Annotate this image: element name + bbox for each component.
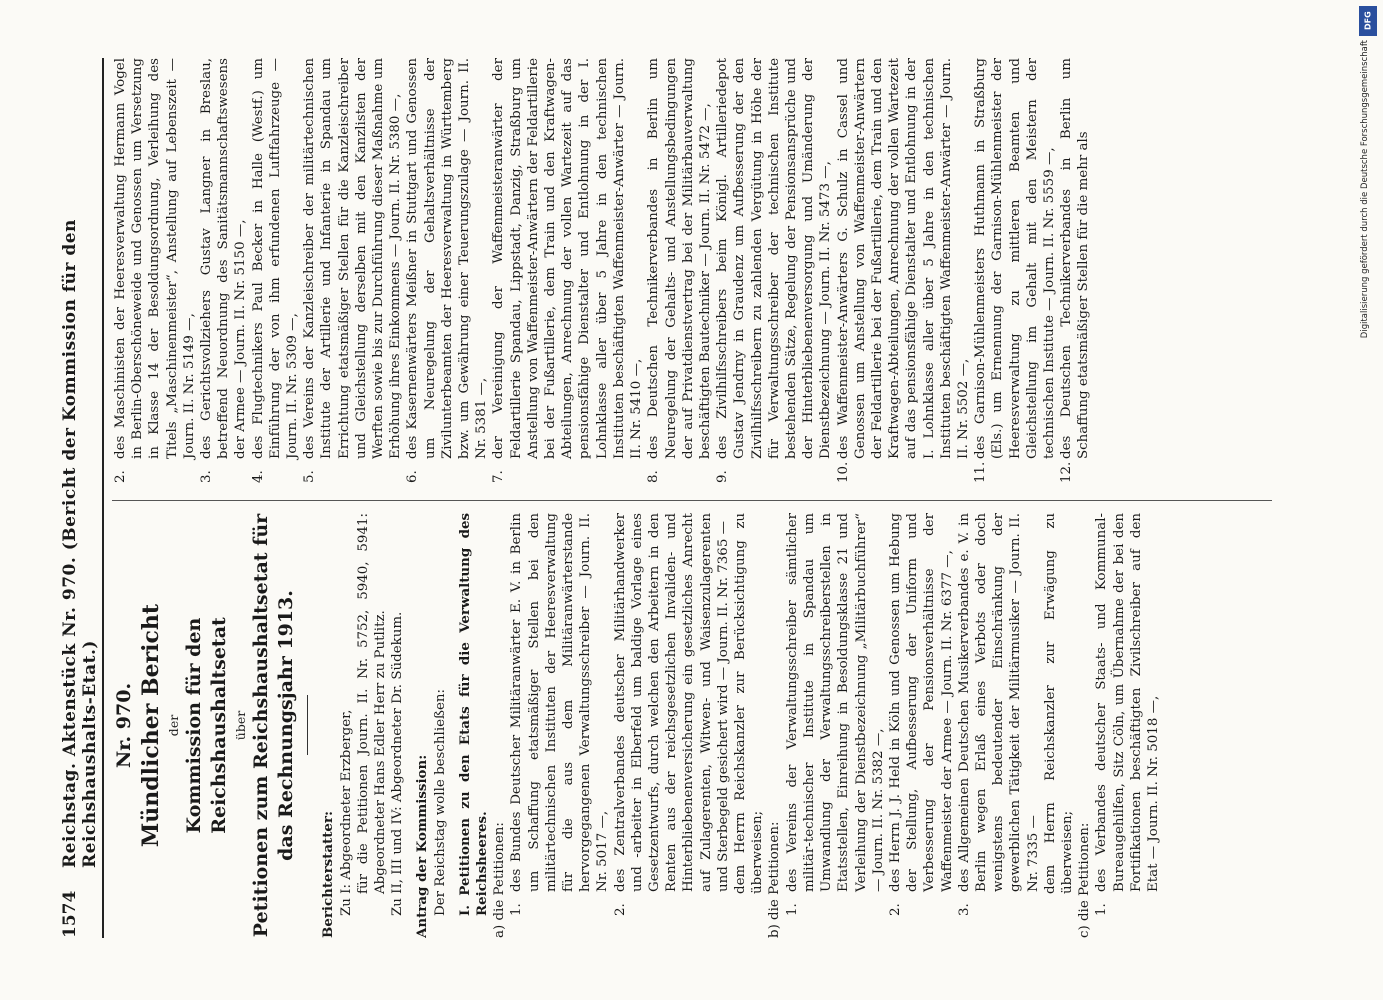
digitization-credit: Digitalisierung gefördert durch die Deutsche Forschungsgemeinschaft (1360, 40, 1370, 339)
der-text: der (166, 714, 181, 737)
a-result: dem Herrn Reichskanzler zur Berücksichtigung zu überweisen; (733, 513, 766, 894)
commission-title: Kommission für den Reichshaushaltsetat (183, 617, 231, 834)
list-item: 4. des Flugtechnikers Paul Becker in Halle (Westf.) um Einführung der von ihm erfundenen Luftfahrzeuge — Journ. II. Nr. 5309 —, (250, 58, 301, 483)
b-label: b) die Petitionen: (767, 821, 783, 938)
ueber-text: über (233, 710, 249, 741)
dfg-logo: DFG (1359, 6, 1377, 36)
list-item: 11. des Garnison-Mühlenmeisters Huthmann in Straßburg (Els.) um Ernennung der Garnison-Mühlenmeister der Heeresverwaltung zu mittleren Beamten und Gleichstellung im Gehalt mit den Meistern der technischen Institute — Journ. II. Nr. 5559 —, (973, 58, 1057, 483)
section-heading: I. Petitionen zu den Etats für die Verwaltung des Reichsheeres. (456, 513, 491, 916)
running-title: Reichstag. Aktenstück Nr. 970. (Bericht der Kommission für den Reichshaushalts-Etat.) (60, 219, 100, 868)
page-number: 1574 (60, 890, 80, 938)
reporters-heading: Berichterstatter: (320, 811, 337, 938)
list-item: 8. des Deutschen Technikerverbandes in Berlin um Neuregelung der Gehalts- und Anstellungsbedingungen der auf Privatdienstvertrag bei der Militärbauverwaltung beschäftigten Bautechniker — Journ. II. Nr. 5472 —, (646, 58, 713, 483)
list-item: 1. des Vereins der Verwaltungsschreiber sämtlicher militär-technischer Institute in Spandau um Umwandlung der Verwaltungsschreiberstellen in Etatsstellen, Einreihung in Besoldungsklasse 21 und Verleihung der Dienstbezeichnung „Militärbuchführer“ — Journ. II. Nr. 5382 —, (784, 513, 886, 916)
list-item: 10. des Waffenmeister-Anwärters G. Schulz in Cassel und Genossen um Anstellung von Waffenmeister-Anwärtern der Feldartillerie bei der Fußartillerie, dem Train und den Kraftwagen-Abteilungen, Anrechnung der vollen Wartezeit auf das pensionsfähige Dienstalter und Entlohnung in der I. Lohnklasse aller über 5 Jahre in den technischen Instituten beschäftigten Waffenmeister-Anwärter — Journ. II. Nr. 5502 —, (835, 58, 971, 483)
list-item: 5. des Vereins der Kanzleischreiber der militärtechnischen Institute der Artillerie und Infanterie in Spandau um Errichtung etatsmäßiger Stellen für die Kanzleischreiber und Gleichstellung derselben mit den Kanzlisten der Werften sowie bis zur Durchführung dieser Maßnahme um Erhöhung ihres Einkommens — Journ. II. Nr. 5380 —, (302, 58, 404, 483)
page-content (60, 58, 1300, 938)
motion-heading: Antrag der Kommission: (414, 754, 431, 938)
list-item: 3. des Allgemeinen Deutschen Musikerverbandes e. V. in Berlin wegen Erlaß eines Verbots oder doch wenigstens bedeutender Einschränkung der gewerblichen Tätigkeit der Militärmusiker — Journ. II. Nr. 7335 — (956, 513, 1041, 916)
motion-text: Der Reichstag wolle beschließen: (432, 688, 448, 916)
right-column (112, 58, 1292, 483)
b-result: dem Herrn Reichskanzler zur Erwägung zu überweisen; (1042, 513, 1075, 894)
list-item: 12. des Deutschen Technikerverbandes in Berlin um Schaffung etatsmäßiger Stellen für die mehr als (1059, 58, 1092, 483)
page-header (60, 58, 100, 938)
list-item: 1. des Verbandes deutscher Staats- und Kommunal-Bureaugehilfen, Sitz Cöln, um Übernahme der bei den Fortifikationen beschäftigten Zivilschreiber auf den Etat — Journ. II. Nr. 5018 —, (1094, 513, 1161, 916)
short-divider (307, 696, 308, 756)
reporter-2: Zu II, III und IV: Abgeordneter Dr. Südekum. (390, 611, 406, 916)
reporter-1: Zu I: Abgeordneter Erzberger, (338, 709, 354, 916)
report-number: Nr. 970. (113, 682, 135, 769)
header-rule (102, 58, 104, 938)
digitization-credit-bar (1357, 0, 1381, 1000)
reporter-1b: für die Petitionen Journ. II. Nr. 5752, 5940, 5941: Abgeordneter Hans Edler Herr zu Putlitz. (355, 513, 389, 894)
list-item: 7. der Vereinigung der Waffenmeisteranwärter der Feldartillerie Spandau, Lippstadt, Danzig, Straßburg um Anstellung von Waffenmeister-Anwärtern der Feldartillerie bei der Fußartillerie, dem Train und den Kraftwagen-Abteilungen, Anrechnung der vollen Wartezeit auf das pensionsfähige Dienstalter und Entlohnung in der I. Lohnklasse aller über 5 Jahre in den technischen Instituten beschäftigten Waffenmeister-Anwärter — Journ. II. Nr. 5410 —, (491, 58, 645, 483)
left-column (112, 513, 1292, 938)
list-item: 3. des Gerichtsvollziehers Gustav Langner in Breslau, betreffend Neuordnung des Sanitätsmannschaftswesens der Armee — Journ. II. Nr. 5150 —, (199, 58, 249, 483)
list-item: 9. des Zivilhilfsschreibers beim Königl. Artilleriedepot Gustav Jendrny in Graudenz um Aufbesserung der den Zivilhilfsschreibern zu zahlenden Vergütung in Höhe der für Verwaltungsschreiber der technischen Institute bestehenden Sätze, Regelung der Pensionsansprüche und der Hinterbliebenenversorgung und Umänderung der Dienstbezeichnung — Journ. II. Nr. 5473 —, (715, 58, 834, 483)
list-item: 2. des Herrn J. J. Held in Köln und Genossen um Hebung der Stellung, Aufbesserung der Uniform und Verbesserung der Pensionsverhältnisse der Waffenmeister der Armee — Journ. II. Nr. 6377 —, (887, 513, 955, 916)
list-item: 2. des Maschinisten der Heeresverwaltung Hermann Vogel in Berlin-Oberschöneweide und Genossen um Versetzung in Klasse 14 der Besoldungsordnung, Verleihung des Titels „Maschinenmeister“, Anstellung auf Lebenszeit — Journ. II. Nr. 5149 —, (113, 58, 197, 483)
report-title: Mündlicher Bericht (138, 603, 164, 848)
petitions-title: Petitionen zum Reichshaushaltsetat für das Rechnungsjahr 1913. (250, 513, 298, 938)
column-divider (112, 500, 1272, 501)
list-item: 2. des Zentralverbandes deutscher Militärhandwerker und -arbeiter in Elberfeld um baldige Vorlage eines Gesetzentwurfs, durch welchen den Arbeitern in den Renten aus der reichsgesetzlichen Invaliden- und Hinterbliebenenversicherung ein gesetzliches Anrecht auf Zulagerenten, Witwen- und Waisenzulagerenten und Sterbegeld gesichert wird — Journ. II. Nr. 7365 — (612, 513, 731, 916)
a-label: a) die Petitionen: (492, 822, 508, 938)
c-label: c) die Petitionen: (1077, 822, 1093, 938)
list-item: 6. des Kasernenwärters Meißner in Stuttgart und Genossen um Neuregelung der Gehaltsverhältnisse der Zivilunterbeamten der Heeresverwaltung in Württemberg bzw. um Gewährung einer Teuerungszulage — Journ. II. Nr. 5381 —, (405, 58, 490, 483)
list-item: 1. des Bundes Deutscher Militäranwärter E. V. in Berlin um Schaffung etatsmäßiger Stellen bei den militärtechnischen Instituten der Heeresverwaltung für die aus dem Militäranwärterstande hervorgegangenen Verwaltungsschreiber — Journ. II. Nr. 5017 —, (509, 513, 611, 916)
